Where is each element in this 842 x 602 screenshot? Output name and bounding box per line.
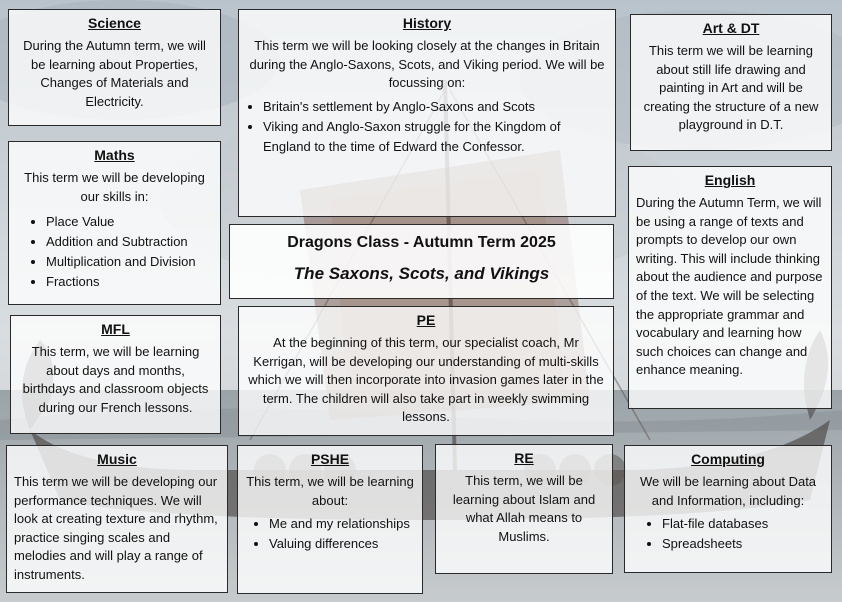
list-item: • Addition and Subtraction — [46, 232, 213, 252]
pshe-panel — [237, 445, 423, 594]
english-heading: English — [704, 172, 756, 188]
science-heading: Science — [88, 15, 141, 31]
english-text: During the Autumn Term, we will be using a range of texts and prompts to develop our own writing. This will include thinking about the audience and purpose of the text. We will be selecting the appropriate grammar and vocabulary and learning how such choices can change and enhance meaning. — [636, 195, 823, 378]
list-item: • Place Value — [46, 212, 213, 232]
re-text: This term, we will be learning about Islam and what Allah means to Muslims. — [452, 473, 596, 544]
pshe-text: This term, we will be learning about: — [246, 474, 414, 508]
page-title-box — [229, 224, 614, 299]
list-item: • Fractions — [46, 272, 213, 292]
list-item: • Flat-file databases — [662, 514, 824, 534]
list-item: • Multiplication and Division — [46, 252, 213, 272]
maths-list — [16, 212, 213, 292]
list-item: • Spreadsheets — [662, 534, 824, 554]
pe-heading: PE — [416, 312, 436, 328]
maths-panel — [8, 141, 221, 305]
re-heading: RE — [514, 450, 534, 466]
music-text: This term we will be developing our performance techniques. We will look at creating texture and rhythm, practice singing scales and melodies and will play a range of instruments. — [14, 474, 218, 582]
science-text: During the Autumn term, we will be learning about Properties, Changes of Materials and Electricity. — [23, 38, 206, 109]
pshe-heading: PSHE — [310, 451, 350, 467]
computing-text: We will be learning about Data and Information, including: — [639, 474, 817, 508]
pshe-list — [245, 514, 415, 554]
history-text: This term we will be looking closely at the changes in Britain during the Anglo-Saxons, Scots, and Viking period. We will be focussing on: — [249, 38, 605, 91]
maths-heading: Maths — [94, 147, 135, 163]
mfl-panel — [10, 315, 221, 434]
science-panel — [8, 9, 221, 126]
computing-list — [632, 514, 824, 554]
list-item: • Me and my relationships — [269, 514, 415, 534]
list-item: • Britain's settlement by Anglo-Saxons and Scots — [263, 97, 608, 117]
list-item: • Viking and Anglo-Saxon struggle for the Kingdom of England to the time of Edward the Confessor. — [263, 117, 608, 157]
re-panel — [435, 444, 613, 574]
maths-text: This term we will be developing our skills in: — [24, 170, 205, 204]
list-item: • Valuing differences — [269, 534, 415, 554]
art-dt-heading: Art & DT — [702, 20, 760, 36]
pe-text: At the beginning of this term, our specialist coach, Mr Kerrigan, will be developing our understanding of multi-skills which we will then incorporate into invasion games later in the term. The children will also take part in weekly swimming lessons. — [248, 335, 604, 425]
page-title: Dragons Class - Autumn Term 2025 — [287, 234, 556, 251]
history-panel — [238, 9, 616, 217]
history-heading: History — [402, 15, 452, 31]
page-subtitle: The Saxons, Scots, and Vikings — [293, 264, 550, 283]
history-list — [246, 97, 608, 157]
mfl-text: This term, we will be learning about days and months, birthdays and classroom objects during our French lessons. — [22, 344, 209, 415]
english-panel — [628, 166, 832, 409]
art-dt-panel — [630, 14, 832, 151]
music-panel — [6, 445, 228, 593]
computing-panel — [624, 445, 832, 573]
pe-panel — [238, 306, 614, 436]
music-heading: Music — [97, 451, 137, 467]
art-dt-text: This term we will be learning about still life drawing and painting in Art and will be creating the structure of a new playground in D.T. — [643, 43, 819, 133]
mfl-heading: MFL — [101, 321, 130, 337]
computing-heading: Computing — [691, 451, 765, 467]
